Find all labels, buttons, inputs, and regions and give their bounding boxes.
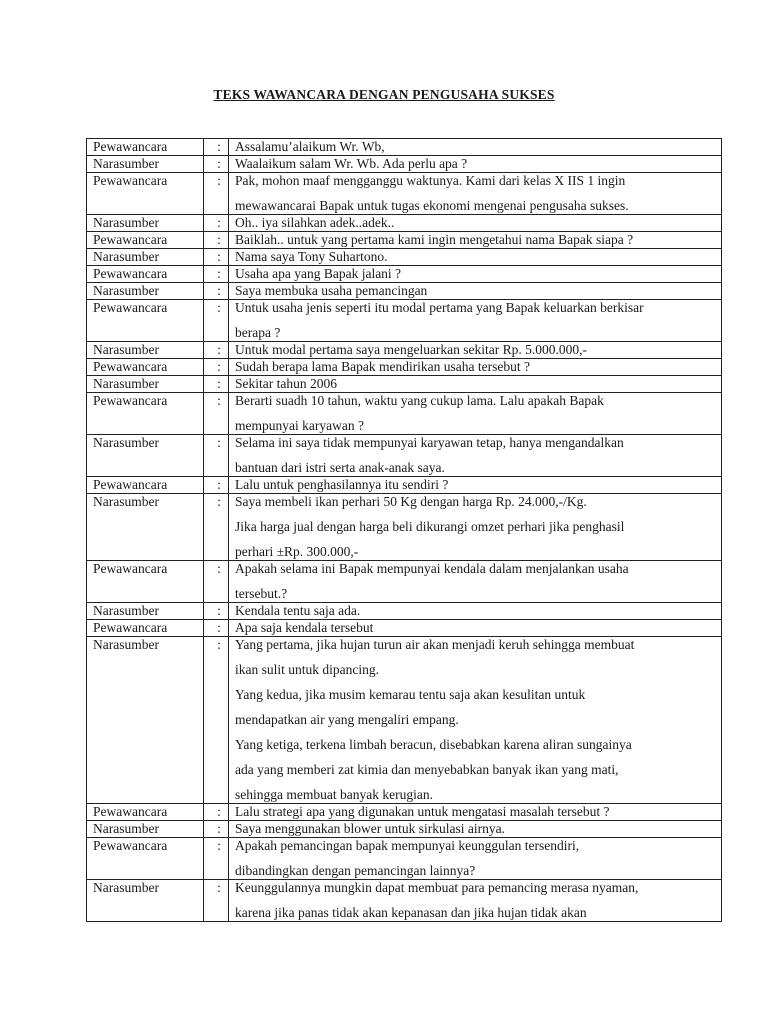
interview-row <box>87 435 722 477</box>
utterance-line: mempunyai karyawan ? <box>235 418 364 433</box>
separator-cell: : <box>204 173 229 215</box>
utterance-cell <box>229 283 722 300</box>
interview-row <box>87 838 722 880</box>
utterance-line: Yang kedua, jika musim kemarau tentu saja akan kesulitan untuk <box>235 687 586 702</box>
separator-cell: : <box>204 215 229 232</box>
separator-cell: : <box>204 139 229 156</box>
utterance-cell <box>229 880 722 922</box>
utterance-cell <box>229 266 722 283</box>
utterance-cell <box>229 620 722 637</box>
separator-cell: : <box>204 477 229 494</box>
separator-cell: : <box>204 266 229 283</box>
utterance-line: perhari ±Rp. 300.000,- <box>235 544 359 559</box>
utterance-line: Apakah pemancingan bapak mempunyai keunggulan tersendiri, <box>235 838 580 853</box>
separator-cell: : <box>204 283 229 300</box>
utterance-cell <box>229 838 722 880</box>
speaker-cell: Narasumber <box>87 215 204 232</box>
utterance-cell <box>229 342 722 359</box>
utterance-cell <box>229 494 722 561</box>
interview-row <box>87 266 722 283</box>
interview-row <box>87 494 722 561</box>
interview-row <box>87 300 722 342</box>
utterance-line: Oh.. iya silahkan adek..adek.. <box>235 215 395 230</box>
utterance-cell <box>229 376 722 393</box>
utterance-line: mewawancarai Bapak untuk tugas ekonomi mengenai pengusaha sukses. <box>235 198 629 213</box>
separator-cell: : <box>204 804 229 821</box>
speaker-cell: Narasumber <box>87 156 204 173</box>
utterance-cell <box>229 156 722 173</box>
utterance-cell <box>229 139 722 156</box>
speaker-cell: Pewawancara <box>87 838 204 880</box>
separator-cell: : <box>204 376 229 393</box>
separator-cell: : <box>204 393 229 435</box>
interview-row <box>87 561 722 603</box>
speaker-cell: Pewawancara <box>87 393 204 435</box>
interview-row <box>87 821 722 838</box>
utterance-line: Lalu untuk penghasilannya itu sendiri ? <box>235 477 449 492</box>
speaker-cell: Pewawancara <box>87 804 204 821</box>
utterance-line: Sekitar tahun 2006 <box>235 376 337 391</box>
interview-row <box>87 880 722 922</box>
speaker-cell: Pewawancara <box>87 266 204 283</box>
interview-rows <box>87 139 722 922</box>
utterance-line: mendapatkan air yang mengaliri empang. <box>235 712 459 727</box>
utterance-line: Nama saya Tony Suhartono. <box>235 249 388 264</box>
interview-row <box>87 620 722 637</box>
speaker-cell: Narasumber <box>87 637 204 804</box>
separator-cell: : <box>204 603 229 620</box>
utterance-line: tersebut.? <box>235 586 288 601</box>
interview-row <box>87 139 722 156</box>
separator-cell: : <box>204 359 229 376</box>
utterance-line: Lalu strategi apa yang digunakan untuk mengatasi masalah tersebut ? <box>235 804 610 819</box>
separator-cell: : <box>204 838 229 880</box>
utterance-cell <box>229 637 722 804</box>
utterance-line: Waalaikum salam Wr. Wb. Ada perlu apa ? <box>235 156 468 171</box>
utterance-cell <box>229 821 722 838</box>
utterance-line: karena jika panas tidak akan kepanasan dan jika hujan tidak akan <box>235 905 587 920</box>
utterance-cell <box>229 300 722 342</box>
utterance-line: Kendala tentu saja ada. <box>235 603 361 618</box>
speaker-cell: Narasumber <box>87 342 204 359</box>
interview-row <box>87 283 722 300</box>
speaker-cell: Narasumber <box>87 435 204 477</box>
speaker-cell: Narasumber <box>87 603 204 620</box>
utterance-cell <box>229 359 722 376</box>
utterance-line: Apa saja kendala tersebut <box>235 620 374 635</box>
utterance-line: Jika harga jual dengan harga beli dikurangi omzet perhari jika penghasil <box>235 519 625 534</box>
separator-cell: : <box>204 232 229 249</box>
interview-row <box>87 376 722 393</box>
separator-cell: : <box>204 342 229 359</box>
utterance-line: bantuan dari istri serta anak-anak saya. <box>235 460 445 475</box>
speaker-cell: Narasumber <box>87 283 204 300</box>
speaker-cell: Narasumber <box>87 494 204 561</box>
speaker-cell: Narasumber <box>87 249 204 266</box>
interview-row <box>87 603 722 620</box>
speaker-cell: Pewawancara <box>87 359 204 376</box>
utterance-line: Baiklah.. untuk yang pertama kami ingin mengetahui nama Bapak siapa ? <box>235 232 634 247</box>
speaker-cell: Pewawancara <box>87 620 204 637</box>
speaker-cell: Pewawancara <box>87 477 204 494</box>
speaker-cell: Narasumber <box>87 880 204 922</box>
separator-cell: : <box>204 494 229 561</box>
utterance-line: Saya membeli ikan perhari 50 Kg dengan harga Rp. 24.000,-/Kg. <box>235 494 587 509</box>
speaker-cell: Pewawancara <box>87 300 204 342</box>
separator-cell: : <box>204 880 229 922</box>
utterance-line: Pak, mohon maaf mengganggu waktunya. Kami dari kelas X IIS 1 ingin <box>235 173 626 188</box>
utterance-cell <box>229 435 722 477</box>
utterance-line: dibandingkan dengan pemancingan lainnya? <box>235 863 476 878</box>
utterance-cell <box>229 215 722 232</box>
utterance-line: Yang pertama, jika hujan turun air akan menjadi keruh sehingga membuat <box>235 637 635 652</box>
utterance-line: Untuk usaha jenis seperti itu modal pertama yang Bapak keluarkan berkisar <box>235 300 644 315</box>
utterance-line: sehingga membuat banyak kerugian. <box>235 787 433 802</box>
utterance-line: Saya membuka usaha pemancingan <box>235 283 428 298</box>
utterance-line: ada yang memberi zat kimia dan menyebabkan banyak ikan yang mati, <box>235 762 619 777</box>
utterance-cell <box>229 173 722 215</box>
speaker-cell: Pewawancara <box>87 232 204 249</box>
document-title: TEKS WAWANCARA DENGAN PENGUSAHA SUKSES <box>213 87 555 102</box>
separator-cell: : <box>204 637 229 804</box>
utterance-line: ikan sulit untuk dipancing. <box>235 662 379 677</box>
interview-row <box>87 232 722 249</box>
utterance-cell <box>229 477 722 494</box>
interview-row <box>87 156 722 173</box>
interview-row <box>87 342 722 359</box>
utterance-line: Saya menggunakan blower untuk sirkulasi airnya. <box>235 821 505 836</box>
utterance-cell <box>229 603 722 620</box>
interview-row <box>87 215 722 232</box>
utterance-line: Untuk modal pertama saya mengeluarkan sekitar Rp. 5.000.000,- <box>235 342 588 357</box>
interview-row <box>87 393 722 435</box>
utterance-line: Berarti suadh 10 tahun, waktu yang cukup lama. Lalu apakah Bapak <box>235 393 604 408</box>
utterance-line: Assalamu’alaikum Wr. Wb, <box>235 139 385 154</box>
speaker-cell: Pewawancara <box>87 173 204 215</box>
separator-cell: : <box>204 249 229 266</box>
utterance-cell <box>229 561 722 603</box>
utterance-cell <box>229 249 722 266</box>
separator-cell: : <box>204 156 229 173</box>
utterance-line: Apakah selama ini Bapak mempunyai kendala dalam menjalankan usaha <box>235 561 629 576</box>
utterance-cell <box>229 393 722 435</box>
utterance-line: Yang ketiga, terkena limbah beracun, disebabkan karena aliran sungainya <box>235 737 632 752</box>
speaker-cell: Pewawancara <box>87 139 204 156</box>
interview-row <box>87 249 722 266</box>
utterance-cell <box>229 804 722 821</box>
interview-row <box>87 477 722 494</box>
speaker-cell: Narasumber <box>87 821 204 838</box>
interview-row <box>87 173 722 215</box>
utterance-line: Selama ini saya tidak mempunyai karyawan tetap, hanya mengandalkan <box>235 435 624 450</box>
separator-cell: : <box>204 620 229 637</box>
separator-cell: : <box>204 821 229 838</box>
utterance-line: Sudah berapa lama Bapak mendirikan usaha tersebut ? <box>235 359 531 374</box>
interview-table <box>86 138 722 922</box>
interview-row <box>87 637 722 804</box>
utterance-line: berapa ? <box>235 325 281 340</box>
speaker-cell: Pewawancara <box>87 561 204 603</box>
separator-cell: : <box>204 435 229 477</box>
utterance-line: Usaha apa yang Bapak jalani ? <box>235 266 402 281</box>
speaker-cell: Narasumber <box>87 376 204 393</box>
interview-row <box>87 359 722 376</box>
utterance-line: Keunggulannya mungkin dapat membuat para pemancing merasa nyaman, <box>235 880 639 895</box>
separator-cell: : <box>204 300 229 342</box>
utterance-cell <box>229 232 722 249</box>
interview-row <box>87 804 722 821</box>
separator-cell: : <box>204 561 229 603</box>
